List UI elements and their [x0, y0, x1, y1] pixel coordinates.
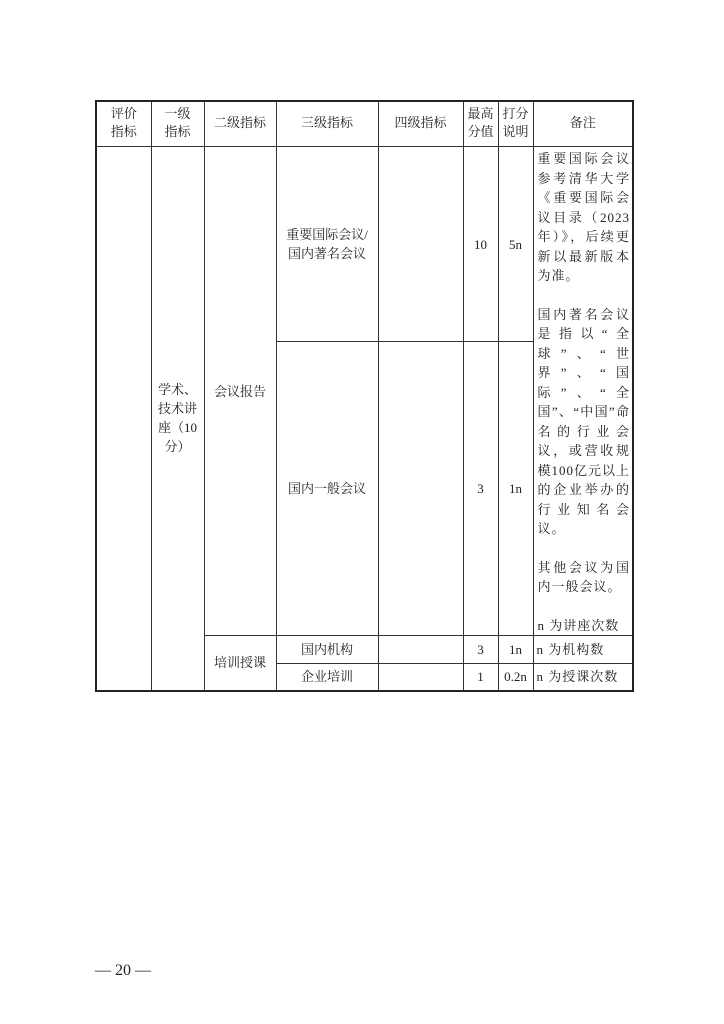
scoring-cell: 0.2n	[498, 664, 533, 691]
level3-cell: 国内机构	[276, 636, 378, 664]
max-score-cell: 1	[463, 664, 498, 691]
level3-cell: 重要国际会议/国内著名会议	[276, 147, 378, 342]
remark-cell	[533, 147, 633, 636]
eval-index-cell	[96, 147, 151, 691]
header-level3: 三级指标	[276, 101, 378, 147]
header-level1: 一级 指标	[151, 101, 204, 147]
remark-cell: n 为机构数	[533, 636, 633, 664]
level3-cell: 国内一般会议	[276, 342, 378, 636]
header-remark: 备注	[533, 101, 633, 147]
header-scoring: 打分 说明	[498, 101, 533, 147]
remark-cell: n 为授课次数	[533, 664, 633, 691]
level4-cell	[378, 342, 463, 636]
table-row	[96, 147, 633, 342]
level3-cell: 企业培训	[276, 664, 378, 691]
remark-paragraph: 国内著名会议是指以“全球”、“世界”、“国际”、“全国”、“中国”命名的行业会议，或营收规模100亿元以上的企业举办的行业知名会议。	[537, 306, 631, 536]
page-number: — 20 —	[95, 962, 151, 979]
remark-paragraph: n 为讲座次数	[537, 617, 620, 633]
level2-cell: 会议报告	[204, 147, 276, 636]
level4-cell	[378, 636, 463, 664]
header-max-score: 最高 分值	[463, 101, 498, 147]
level1-text: 学术、技术讲座（10分）	[157, 382, 197, 455]
remark-paragraph: 其他会议为国内一般会议。	[537, 559, 630, 594]
max-score-cell: 3	[463, 342, 498, 636]
max-score-cell: 10	[463, 147, 498, 342]
level4-cell	[378, 147, 463, 342]
level2-cell: 培训授课	[204, 636, 276, 691]
scoring-cell: 5n	[498, 147, 533, 342]
evaluation-table	[95, 100, 634, 692]
level4-cell	[378, 664, 463, 691]
header-eval-index: 评价 指标	[96, 101, 151, 147]
remark-paragraph: 重要国际会议参考清华大学《重要国际会议目录（2023年）》，后续更新以最新版本为准。	[537, 151, 630, 283]
level1-cell	[151, 147, 204, 691]
header-level4: 四级指标	[378, 101, 463, 147]
max-score-cell: 3	[463, 636, 498, 664]
header-row	[96, 101, 633, 147]
header-level2: 二级指标	[204, 101, 276, 147]
scoring-cell: 1n	[498, 342, 533, 636]
scoring-cell: 1n	[498, 636, 533, 664]
